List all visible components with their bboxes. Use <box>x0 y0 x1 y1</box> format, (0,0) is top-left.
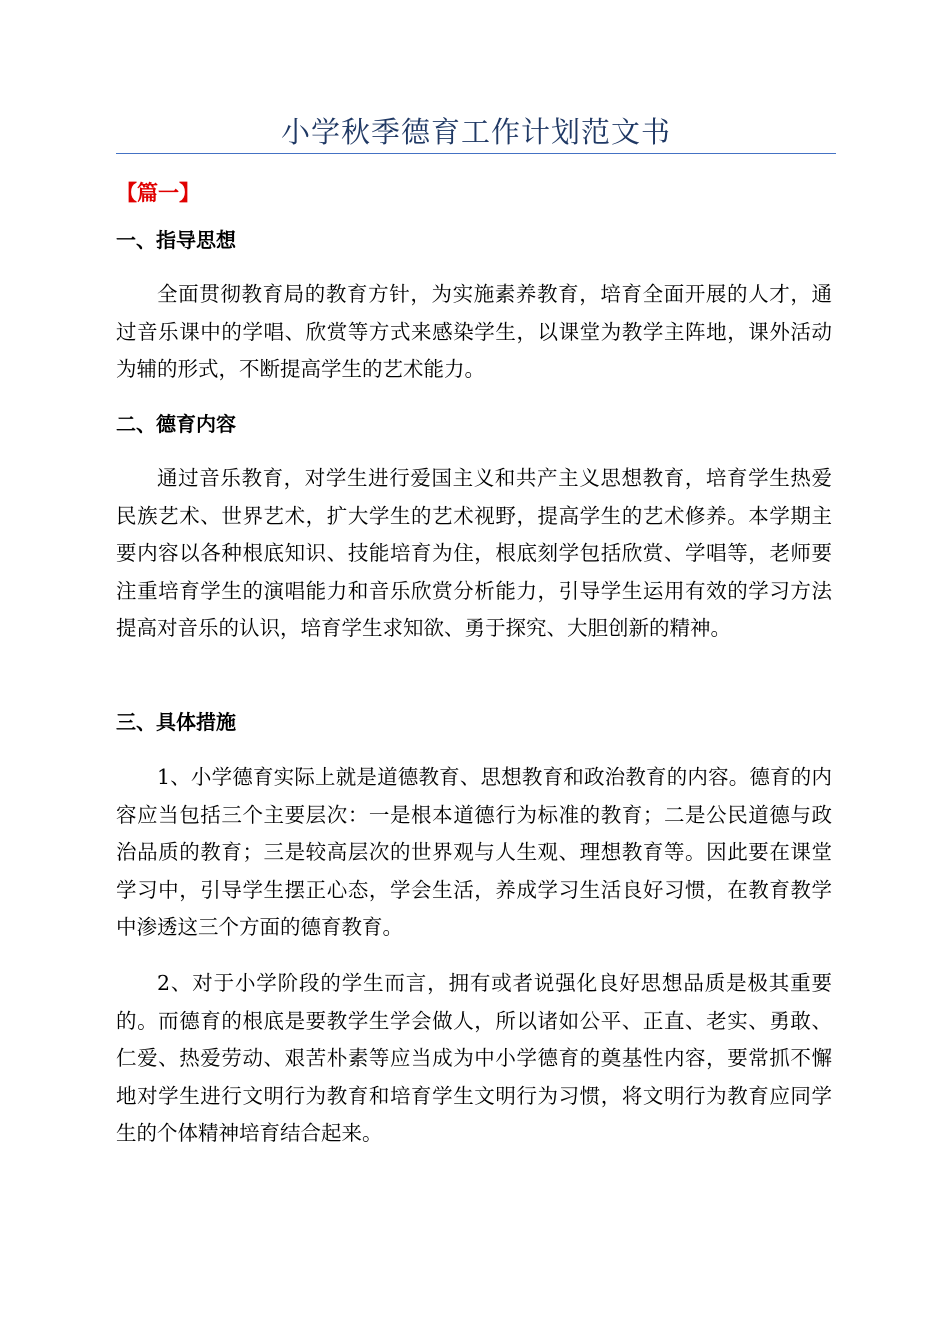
title-underline-divider <box>116 153 836 154</box>
document-title: 小学秋季德育工作计划范文书 <box>280 115 671 149</box>
paragraph-measure-2: 2、对于小学阶段的学生而言，拥有或者说强化良好思想品质是极其重要的。而德育的根底是要教学生学会做人，所以诸如公平、正直、老实、勇敢、仁爱、热爱劳动、艰苦朴素等应当成为中小学德育的奠基性内容，要常抓不懈地对学生进行文明行为教育和培育学生文明行为习惯，将文明行为教育应同学生的个体精神培育结合起来。 <box>116 971 832 1145</box>
section-tag: 【篇一】 <box>116 181 200 205</box>
paragraph-guiding-thought: 全面贯彻教育局的教育方针，为实施素养教育，培育全面开展的人才，通过音乐课中的学唱、欣赏等方式来感染学生，以课堂为教学主阵地，课外活动为辅的形式，不断提高学生的艺术能力。 <box>116 282 832 381</box>
heading-measures: 三、具体措施 <box>116 710 236 734</box>
heading-guiding-thought: 一、指导思想 <box>116 228 236 252</box>
heading-moral-content: 二、德育内容 <box>116 412 236 436</box>
paragraph-measure-1: 1、小学德育实际上就是道德教育、思想教育和政治教育的内容。德育的内容应当包括三个主要层次：一是根本道德行为标准的教育；二是公民道德与政治品质的教育；三是较高层次的世界观与人生观、理想教育等。因此要在课堂学习中，引导学生摆正心态，学会生活，养成学习生活良好习惯，在教育教学中渗透这三个方面的德育教育。 <box>116 765 832 939</box>
paragraph-moral-content: 通过音乐教育，对学生进行爱国主义和共产主义思想教育，培育学生热爱民族艺术、世界艺术，扩大学生的艺术视野，提高学生的艺术修养。本学期主要内容以各种根底知识、技能培育为住，根底刻学包括欣赏、学唱等，老师要注重培育学生的演唱能力和音乐欣赏分析能力，引导学生运用有效的学习方法提高对音乐的认识，培育学生求知欲、勇于探究、大胆创新的精神。 <box>116 466 832 640</box>
